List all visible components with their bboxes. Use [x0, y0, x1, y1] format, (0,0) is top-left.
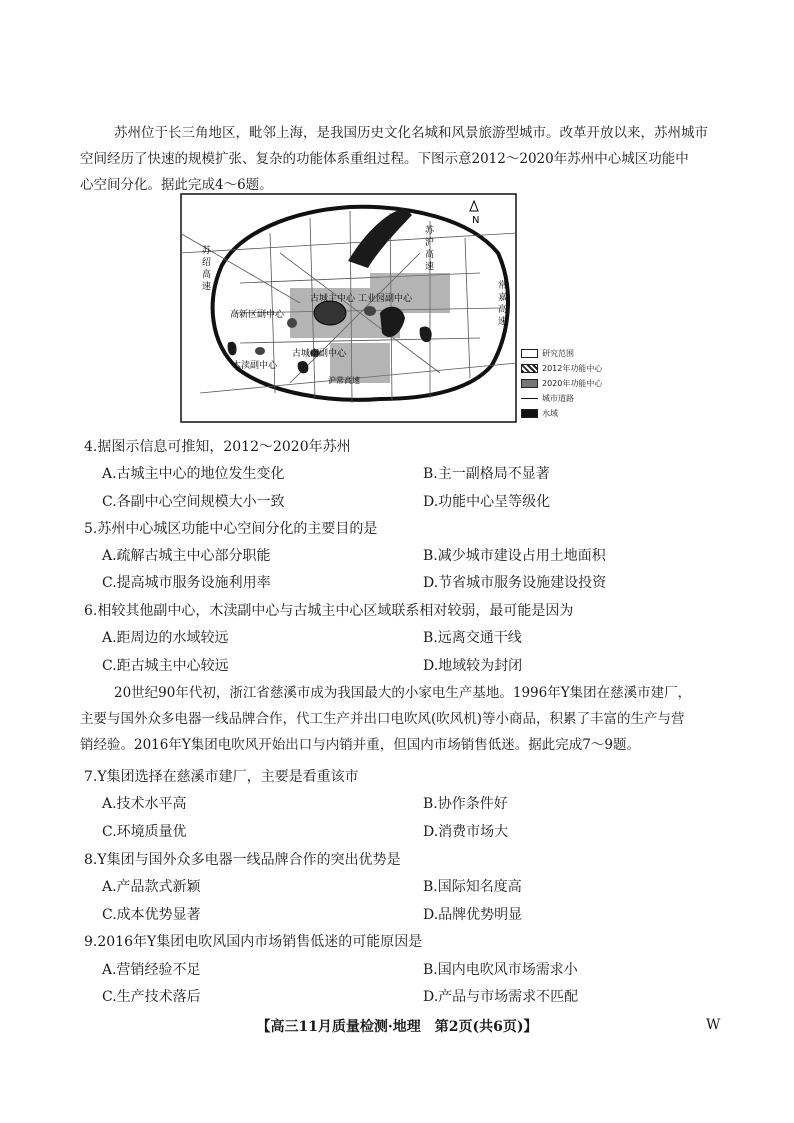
q4-option-d[interactable]: D.功能中心呈等级化 — [423, 494, 551, 510]
q7-option-c[interactable]: C.环境质量优 — [102, 824, 187, 840]
map-legend — [521, 346, 631, 421]
label-center-mudu: 木渎副中心 — [232, 361, 278, 371]
question-7-stem: 7.Y集团选择在慈溪市建厂，主要是看重该市 — [84, 769, 359, 785]
page-footer: 【高三11月质量检测·地理 第2页(共6页)】 — [256, 1019, 538, 1035]
label-road-east: 常嘉高速 — [498, 281, 508, 327]
legend-item-2020: 2020年功能中心 — [521, 376, 631, 391]
suzhou-map — [180, 193, 517, 423]
q5-option-a[interactable]: A.疏解古城主中心部分职能 — [102, 548, 271, 564]
label-road-west: 苏绍高速 — [202, 246, 212, 292]
legend-item-road: 城市道路 — [521, 391, 631, 406]
passage-1-line-1: 苏州位于长三角地区，毗邻上海，是我国历史文化名城和风景旅游型城市。改革开放以来，苏州城市 — [114, 125, 708, 141]
q6-option-b[interactable]: B.远离交通干线 — [423, 630, 522, 646]
q4-option-a[interactable]: A.古城主中心的地位发生变化 — [102, 466, 285, 482]
passage-2 — [80, 680, 720, 758]
passage-2-line-3: 销经验。2016年Y集团电吹风开始出口与内销并重，但国内市场销售低迷。据此完成7～9题。 — [80, 737, 640, 753]
question-8-stem: 8.Y集团与国外众多电器一线品牌合作的突出优势是 — [84, 852, 401, 868]
q8-option-c[interactable]: C.成本优势显著 — [102, 907, 201, 923]
label-center-old: 古城主中心 — [310, 294, 356, 304]
label-center-hightech: 高新区副中心 — [230, 310, 285, 320]
legend-swatch-range — [521, 349, 538, 358]
q6-option-d[interactable]: D.地域较为封闭 — [423, 658, 523, 674]
q9-option-b[interactable]: B.国内电吹风市场需求小 — [423, 962, 578, 978]
footer-mark: W — [706, 1017, 721, 1033]
legend-swatch-2012 — [521, 364, 538, 373]
q8-option-a[interactable]: A.产品款式新颖 — [102, 879, 201, 895]
legend-item-water: 水域 — [521, 406, 631, 421]
passage-1-line-2: 空间经历了快速的规模扩张、复杂的功能体系重组过程。下图示意2012～2020年苏州中心城区功能中 — [80, 151, 689, 167]
q6-option-a[interactable]: A.距周边的水域较远 — [102, 630, 229, 646]
passage-2-line-2: 主要与国外众多电器一线品牌合作，代工生产并出口电吹风(吹风机)等小商品，积累了丰富的生产与营 — [80, 711, 685, 727]
q7-option-b[interactable]: B.协作条件好 — [423, 796, 508, 812]
passage-2-line-1: 20世纪90年代初，浙江省慈溪市成为我国最大的小家电生产基地。1996年Y集团在慈溪市建厂， — [114, 685, 692, 701]
question-9-stem: 9.2016年Y集团电吹风国内市场销售低迷的可能原因是 — [84, 934, 423, 950]
passage-1 — [80, 120, 720, 198]
legend-item-range: 研究范围 — [521, 346, 631, 361]
q4-option-c[interactable]: C.各副中心空间规模大小一致 — [102, 494, 285, 510]
legend-item-2012: 2012年功能中心 — [521, 361, 631, 376]
label-road-north: 苏沪高速 — [425, 226, 435, 272]
q4-option-b[interactable]: B.主一副格局不显著 — [423, 466, 550, 482]
question-6-stem: 6.相较其他副中心，木渎副中心与古城主中心区域联系相对较弱，最可能是因为 — [84, 603, 574, 619]
q6-option-c[interactable]: C.距古城主中心较远 — [102, 658, 229, 674]
label-north: N — [472, 215, 480, 226]
legend-swatch-2020 — [521, 379, 538, 388]
q9-option-d[interactable]: D.产品与市场需求不匹配 — [423, 989, 579, 1005]
q7-option-a[interactable]: A.技术水平高 — [102, 796, 187, 812]
legend-swatch-road — [521, 398, 538, 399]
q9-option-c[interactable]: C.生产技术落后 — [102, 989, 201, 1005]
q5-option-b[interactable]: B.减少城市建设占用土地面积 — [423, 548, 606, 564]
passage-1-line-3: 心空间分化。据此完成4～6题。 — [80, 177, 273, 193]
label-center-industrial: 工业园副中心 — [358, 294, 413, 304]
legend-swatch-water — [521, 409, 538, 418]
question-5-stem: 5.苏州中心城区功能中心空间分化的主要目的是 — [84, 521, 378, 537]
label-road-south: 沪常高速 — [328, 376, 360, 385]
q9-option-a[interactable]: A.营销经验不足 — [102, 962, 201, 978]
question-4-stem: 4.据图示信息可推知，2012～2020年苏州 — [84, 439, 351, 455]
q8-option-d[interactable]: D.品牌优势明显 — [423, 907, 523, 923]
label-center-south: 古城南副中心 — [292, 349, 347, 359]
q5-option-c[interactable]: C.提高城市服务设施利用率 — [102, 575, 271, 591]
q7-option-d[interactable]: D.消费市场大 — [423, 824, 509, 840]
q5-option-d[interactable]: D.节省城市服务设施建设投资 — [423, 575, 607, 591]
q8-option-b[interactable]: B.国际知名度高 — [423, 879, 522, 895]
